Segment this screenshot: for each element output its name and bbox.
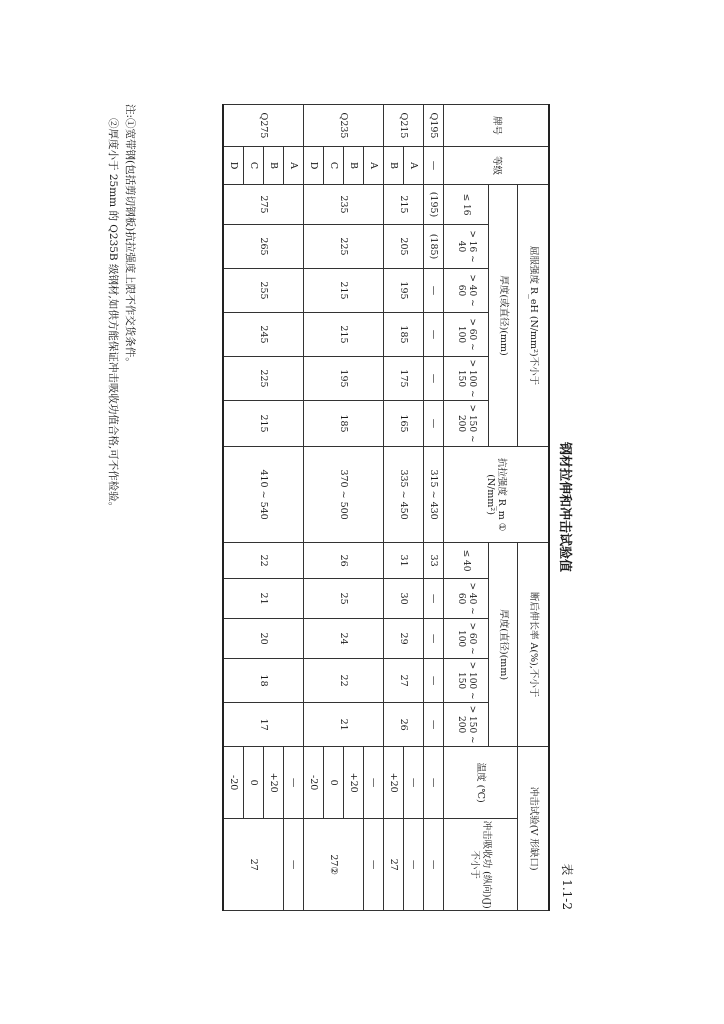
yield-cell: 225 [304, 225, 384, 269]
level-cell: A [364, 147, 384, 185]
temperature-cell: — [284, 747, 304, 819]
header-yield-group: 屈服强度 R_eH (N/mm²)不小于 [518, 185, 550, 447]
level-cell: A [284, 147, 304, 185]
level-cell: B [264, 147, 284, 185]
table-row [424, 105, 444, 911]
temperature-cell: -20 [223, 747, 244, 819]
yield-cell: (185) [424, 225, 444, 269]
temperature-cell: — [364, 747, 384, 819]
yield-cell: 245 [223, 313, 304, 357]
energy-cell: — [364, 819, 384, 911]
yield-cell: 165 [384, 401, 424, 447]
header-tensile: 抗拉强度 R_m ① (N/mm²) [444, 447, 550, 543]
temperature-cell: +20 [264, 747, 284, 819]
yield-cell: — [424, 401, 444, 447]
yield-cell: 255 [223, 269, 304, 313]
level-cell: D [304, 147, 324, 185]
yield-cell: 215 [223, 401, 304, 447]
temperature-cell: +20 [344, 747, 364, 819]
yield-cell: 215 [304, 269, 384, 313]
grade-cell: Q195 [424, 105, 444, 147]
yield-cell: 185 [384, 313, 424, 357]
elong-cell: 27 [384, 659, 424, 703]
grade-cell: Q215 [384, 105, 424, 147]
header-elong-col: > 40 ~ 60 [444, 579, 489, 619]
yield-cell: — [424, 269, 444, 313]
header-yield-col: > 40 ~ 60 [444, 269, 489, 313]
yield-cell: 205 [384, 225, 424, 269]
elong-cell: 26 [384, 703, 424, 747]
header-impact-energy: 冲击吸收功 (纵向)(J) 不小于 [444, 819, 518, 911]
yield-cell: 275 [223, 185, 304, 225]
temperature-cell: 0 [244, 747, 264, 819]
level-cell: A [404, 147, 424, 185]
elong-cell: 30 [384, 579, 424, 619]
elong-cell: 24 [304, 619, 384, 659]
note-2: ②厚度小于 25mm 的 Q235B 级钢材,如供方能保证冲击吸收功值合格,可不作检验。 [107, 118, 120, 513]
header-impact-group: 冲击试验(V 形缺口) [518, 747, 550, 911]
header-elong-col: > 100 ~ 150 [444, 659, 489, 703]
table-row [364, 105, 384, 911]
header-elong-col: ≤ 40 [444, 543, 489, 579]
yield-cell: 195 [384, 269, 424, 313]
note-1: 注:①宽带钢(包括剪切钢板)抗拉强度上限不作交货条件。 [124, 104, 136, 368]
header-yield-col: ≤ 16 [444, 185, 489, 225]
yield-cell: (195) [424, 185, 444, 225]
elong-cell: 22 [304, 659, 384, 703]
temperature-cell: +20 [384, 747, 404, 819]
yield-cell: 185 [304, 401, 384, 447]
grade-cell: Q235 [304, 105, 384, 147]
yield-cell: 195 [304, 357, 384, 401]
table-notes [104, 104, 138, 910]
elong-cell: — [424, 619, 444, 659]
header-yield-col: > 16 ~ 40 [444, 225, 489, 269]
yield-cell: — [424, 313, 444, 357]
steel-test-table [222, 104, 550, 911]
energy-cell: — [404, 819, 424, 911]
table-row [284, 105, 304, 911]
grade-cell: Q275 [223, 105, 304, 147]
energy-cell: 27 [384, 819, 404, 911]
tensile-cell: 410 ~ 540 [223, 447, 304, 543]
elong-cell: 22 [223, 543, 304, 579]
header-elong-col: > 60 ~ 100 [444, 619, 489, 659]
table-row [404, 105, 424, 911]
header-level: 等级 [444, 147, 550, 185]
table-number: 表 1.1-2 [560, 863, 574, 910]
elong-cell: 25 [304, 579, 384, 619]
yield-cell: 225 [223, 357, 304, 401]
tensile-cell: 315 ~ 430 [424, 447, 444, 543]
header-grade: 牌号 [444, 105, 550, 147]
temperature-cell: — [404, 747, 424, 819]
elong-cell: 20 [223, 619, 304, 659]
temperature-cell: 0 [324, 747, 344, 819]
elong-cell: 33 [424, 543, 444, 579]
header-temperature: 温度 (℃) [444, 747, 518, 819]
tensile-cell: 370 ~ 500 [304, 447, 384, 543]
yield-cell: 215 [384, 185, 424, 225]
energy-cell: — [424, 819, 444, 911]
level-cell: B [344, 147, 364, 185]
energy-cell: 27② [304, 819, 364, 911]
temperature-cell: -20 [304, 747, 324, 819]
elong-cell: 18 [223, 659, 304, 703]
yield-cell: 175 [384, 357, 424, 401]
elong-cell: — [424, 579, 444, 619]
yield-cell: 265 [223, 225, 304, 269]
temperature-cell: — [424, 747, 444, 819]
header-elong-thickness: 厚度(直径)(mm) [489, 543, 518, 747]
elong-cell: 26 [304, 543, 384, 579]
yield-cell: 235 [304, 185, 384, 225]
level-cell: B [384, 147, 404, 185]
level-cell: D [223, 147, 244, 185]
level-cell: — [424, 147, 444, 185]
header-elong-group: 断后伸长率 A(%),不小于 [518, 543, 550, 747]
yield-cell: — [424, 357, 444, 401]
table-title: 钢材拉伸和冲击试验值 [557, 441, 572, 572]
elong-cell: 21 [304, 703, 384, 747]
elong-cell: 21 [223, 579, 304, 619]
header-yield-thickness: 厚度(或直径)(mm) [489, 185, 518, 447]
elong-cell: 29 [384, 619, 424, 659]
elong-cell: — [424, 659, 444, 703]
header-yield-col: > 100 ~ 150 [444, 357, 489, 401]
elong-cell: 17 [223, 703, 304, 747]
energy-cell: 27 [223, 819, 284, 911]
elong-cell: — [424, 703, 444, 747]
tensile-cell: 335 ~ 450 [384, 447, 424, 543]
level-cell: C [244, 147, 264, 185]
elong-cell: 31 [384, 543, 424, 579]
yield-cell: 215 [304, 313, 384, 357]
header-yield-col: > 60 ~ 100 [444, 313, 489, 357]
header-yield-col: > 150 ~ 200 [444, 401, 489, 447]
level-cell: C [324, 147, 344, 185]
rotated-table-sheet [102, 104, 576, 910]
energy-cell: — [284, 819, 304, 911]
header-elong-col: > 150 ~ 200 [444, 703, 489, 747]
